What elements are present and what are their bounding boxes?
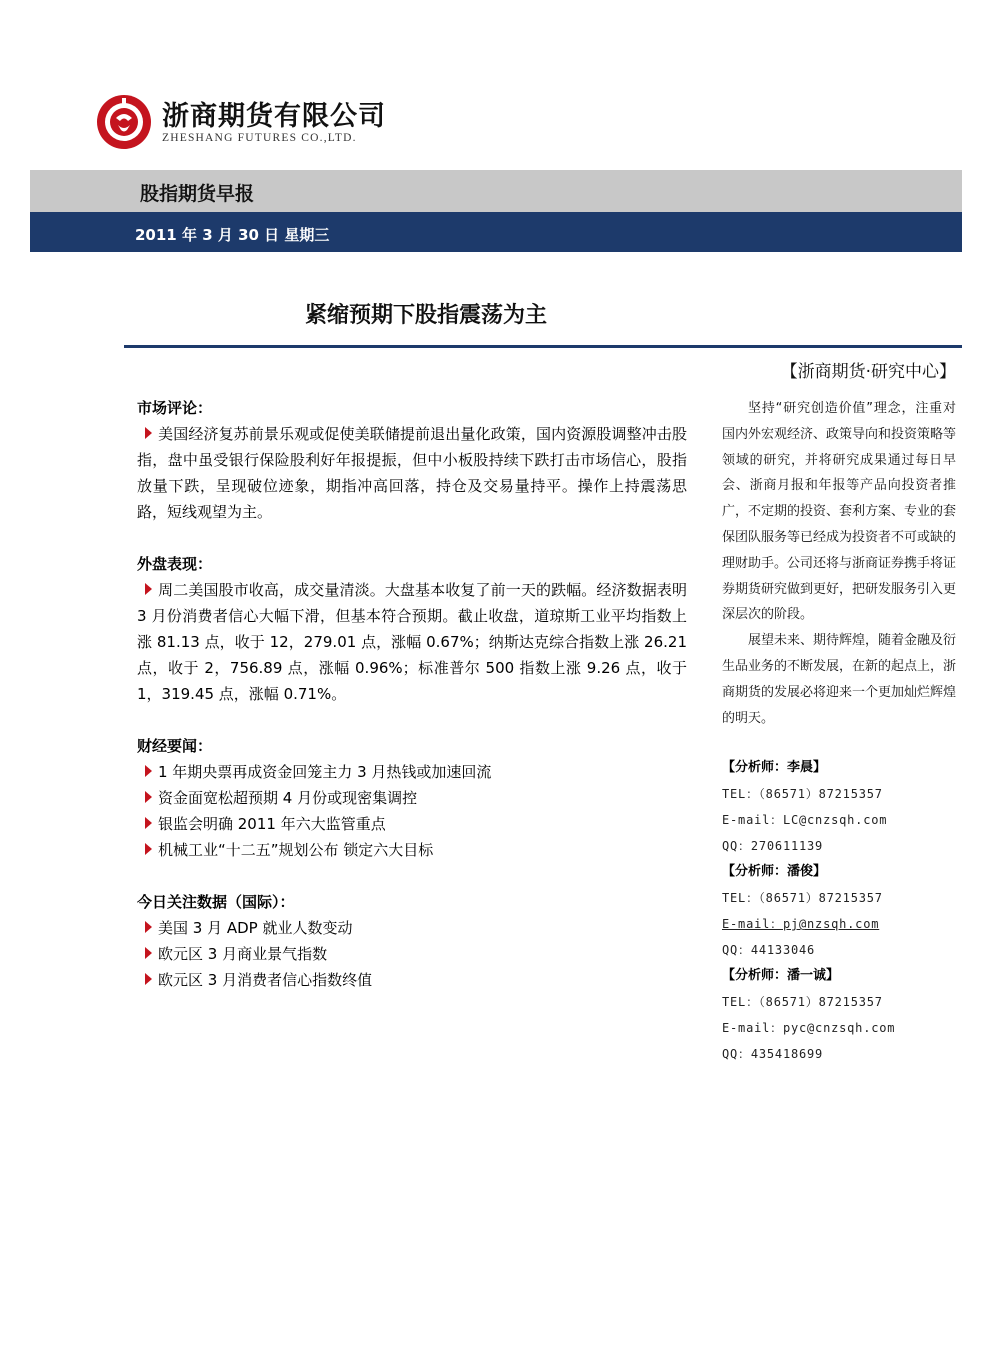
- company-name-en: ZHESHANG FUTURES CO.,LTD.: [162, 132, 357, 144]
- bullet-arrow-icon: [145, 947, 152, 959]
- list-item: 1 年期央票再成资金回笼主力 3 月热钱或加速回流: [137, 759, 687, 785]
- analyst-tel: TEL：（86571）87215357: [722, 891, 883, 906]
- analyst-name: 【分析师：潘一诚】: [722, 968, 840, 984]
- analyst-email[interactable]: E-mail：LC@cnzsqh.com: [722, 813, 888, 828]
- bullet-arrow-icon: [145, 765, 152, 777]
- list-item: 银监会明确 2011 年六大监管重点: [137, 811, 687, 837]
- research-center-heading: 【浙商期货·研究中心】: [780, 362, 956, 382]
- bullet-arrow-icon: [145, 791, 152, 803]
- company-logo: [96, 92, 396, 154]
- date-band: [30, 212, 962, 252]
- list-item: 资金面宽松超预期 4 月份或现密集调控: [137, 785, 687, 811]
- overseas-heading: 外盘表现：: [137, 555, 213, 573]
- title-divider: [124, 345, 962, 348]
- logo-emblem-icon: [96, 94, 152, 150]
- bullet-arrow-icon: [145, 817, 152, 829]
- overseas-paragraph: [137, 577, 687, 707]
- market-comment-heading: 市场评论：: [137, 399, 213, 417]
- list-item: 欧元区 3 月商业景气指数: [137, 941, 687, 967]
- analyst-name: 【分析师：李晨】: [722, 760, 827, 776]
- analyst-email[interactable]: E-mail：pyc@cnzsqh.com: [722, 1021, 896, 1036]
- report-date: 2011 年 3 月 30 日 星期三: [135, 226, 330, 244]
- today-data-heading: 今日关注数据（国际）：: [137, 893, 295, 911]
- analyst-qq: QQ：44133046: [722, 943, 816, 958]
- analyst-name: 【分析师：潘俊】: [722, 864, 827, 880]
- analyst-tel: TEL：（86571）87215357: [722, 787, 883, 802]
- analyst-qq: QQ：435418699: [722, 1047, 824, 1062]
- page-title: 紧缩预期下股指震荡为主: [304, 303, 547, 328]
- sidebar: [722, 358, 956, 1067]
- overseas-text: 周二美国股市收高，成交量清淡。大盘基本收复了前一天的跌幅。经济数据表明 3 月份消费者信心大幅下滑，但基本符合预期。截止收盘，道琼斯工业平均指数上涨 81.13 点，收于 12，279.01 点，涨幅 0.67%；纳斯达克综合指数上涨 26.21 点，收于 2，756.89 点，涨幅 0.96%；标准普尔 500 指数上涨 9.26 点，收于 1，319.45 点，涨幅 0.71%。: [137, 581, 687, 703]
- bullet-arrow-icon: [145, 427, 152, 439]
- report-name: 股指期货早报: [140, 183, 255, 205]
- research-center-intro: 坚持“研究创造价值”理念，注重对国内外宏观经济、政策导向和投资策略等领域的研究，并将研究成果通过每日早会、浙商月报和年报等产品向投资者推广，不定期的投资、套利方案、专业的套保团队服务等已经成为投资者不可或缺的理财助手。公司还将与浙商证券携手将证券期货研究做到更好，把研发服务引入更深层次的阶段。: [722, 401, 957, 623]
- bullet-arrow-icon: [145, 921, 152, 933]
- report-name-band: [30, 170, 962, 212]
- bullet-arrow-icon: [145, 843, 152, 855]
- market-comment-text: 美国经济复苏前景乐观或促使美联储提前退出量化政策，国内资源股调整冲击股指，盘中虽受银行保险股利好年报提振，但中小板股持续下跌打击市场信心，股指放量下跌，呈现破位迹象，期指冲高回落，持仓及交易量持平。操作上持震荡思路，短线观望为主。: [137, 425, 687, 521]
- list-item: 机械工业“十二五”规划公布 锁定六大目标: [137, 837, 687, 863]
- analyst-qq: QQ：270611139: [722, 839, 824, 854]
- list-item: 欧元区 3 月消费者信心指数终值: [137, 967, 687, 993]
- main-content: [137, 395, 687, 993]
- bullet-arrow-icon: [145, 973, 152, 985]
- research-center-outlook: 展望未来、期待辉煌，随着金融及衍生品业务的不断发展，在新的起点上，浙商期货的发展必将迎来一个更加灿烂辉煌的明天。: [722, 633, 957, 726]
- company-name-cn: 浙商期货有限公司: [162, 101, 386, 132]
- market-comment-paragraph: [137, 421, 687, 525]
- list-item: 美国 3 月 ADP 就业人数变动: [137, 915, 687, 941]
- analyst-tel: TEL：（86571）87215357: [722, 995, 883, 1010]
- analyst-email-link[interactable]: E-mail：pj@nzsqh.com: [722, 917, 880, 932]
- bullet-arrow-icon: [145, 583, 152, 595]
- finance-news-heading: 财经要闻：: [137, 737, 213, 755]
